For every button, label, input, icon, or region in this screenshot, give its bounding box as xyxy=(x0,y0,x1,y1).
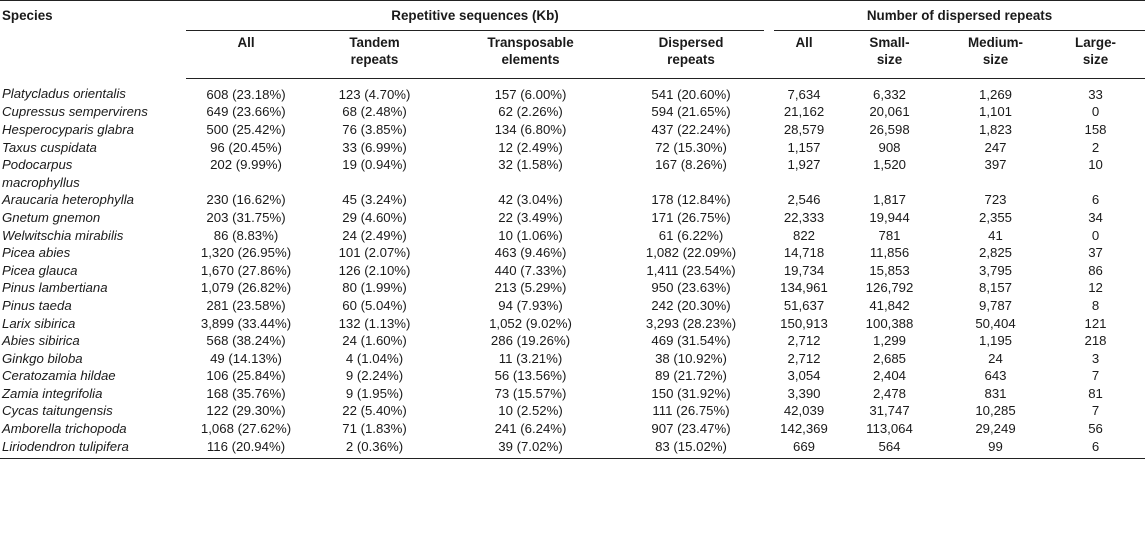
value-cell: 2,825 xyxy=(978,245,1012,261)
species-cell: Zamia integrifolia xyxy=(2,385,103,401)
rs-all-header xyxy=(186,30,306,78)
value-cell: 15,853 xyxy=(869,262,910,278)
value-cell: 247 xyxy=(984,139,1007,155)
species-cell: Platycladus orientalis xyxy=(2,86,126,102)
table-row xyxy=(0,402,1145,420)
value-cell: 32 (1.58%) xyxy=(498,157,563,173)
value-cell: 541 (20.60%) xyxy=(651,86,731,102)
value-cell: 950 (23.63%) xyxy=(651,280,731,296)
value-cell: 96 (20.45%) xyxy=(210,139,282,155)
value-cell: 6,332 xyxy=(872,86,906,102)
value-cell: 8,157 xyxy=(978,280,1012,296)
value-cell: 33 xyxy=(1088,86,1103,102)
sub-header-line: repeats xyxy=(667,52,715,68)
value-cell: 20,061 xyxy=(869,104,910,120)
value-cell: 669 xyxy=(774,438,834,459)
value-cell: 10 (2.52%) xyxy=(498,403,563,419)
value-cell: 158 xyxy=(1084,121,1107,137)
value-cell: 1,269 xyxy=(978,86,1012,102)
value-cell: 28,579 xyxy=(783,121,825,137)
value-cell: 218 xyxy=(1084,333,1107,349)
table-row xyxy=(0,438,1145,459)
species-cell: Ceratozamia hildae xyxy=(2,368,116,384)
value-cell: 171 (26.75%) xyxy=(651,209,731,225)
species-column-header: Species xyxy=(0,1,186,79)
value-cell: 2,478 xyxy=(872,385,906,401)
value-cell: 469 (31.54%) xyxy=(651,333,731,349)
value-cell: 2,685 xyxy=(872,350,906,366)
value-cell: 73 (15.57%) xyxy=(494,385,567,401)
sub-header-line: size xyxy=(876,52,903,68)
value-cell: 11 (3.21%) xyxy=(498,350,563,366)
sub-header-line: size xyxy=(982,52,1009,68)
value-cell: 7,634 xyxy=(787,86,821,102)
value-cell: 121 xyxy=(1084,315,1107,331)
value-cell: 168 (35.76%) xyxy=(206,385,286,401)
value-cell: 831 xyxy=(984,385,1007,401)
value-cell: 3,054 xyxy=(787,368,821,384)
value-cell: 113,064 xyxy=(866,421,913,437)
value-cell: 10,285 xyxy=(975,403,1016,419)
value-cell: 126 (2.10%) xyxy=(338,262,411,278)
value-cell: 1,079 (26.82%) xyxy=(200,280,292,296)
transposable-elements-header xyxy=(443,30,618,78)
species-cell: Hesperocyparis glabra xyxy=(2,121,134,137)
table-row xyxy=(0,209,1145,227)
large-size-header xyxy=(1046,30,1145,78)
value-cell: 19,734 xyxy=(783,262,825,278)
value-cell: 230 (16.62%) xyxy=(206,192,286,208)
value-cell: 3,293 (28.23%) xyxy=(645,315,737,331)
value-cell: 50,404 xyxy=(975,315,1016,331)
value-cell: 19,944 xyxy=(869,209,910,225)
sub-header-line: Small- xyxy=(869,34,910,50)
value-cell: 94 (7.93%) xyxy=(498,297,563,313)
value-cell: 594 (21.65%) xyxy=(651,104,731,120)
value-cell: 7 xyxy=(1091,368,1100,384)
value-cell: 1,101 xyxy=(978,104,1012,120)
species-cell: Picea glauca xyxy=(2,262,78,278)
value-cell: 22 (5.40%) xyxy=(342,403,407,419)
species-cell: Liriodendron tulipifera xyxy=(0,438,186,459)
species-cell: Welwitschia mirabilis xyxy=(2,227,124,243)
value-cell: 167 (8.26%) xyxy=(655,157,727,173)
table-header xyxy=(0,1,1145,79)
value-cell: 9 (2.24%) xyxy=(345,368,404,384)
value-cell: 643 xyxy=(984,368,1007,384)
value-cell: 61 (6.22%) xyxy=(658,227,724,243)
value-cell: 150,913 xyxy=(780,315,828,331)
sub-header-line: elements xyxy=(501,52,560,68)
value-cell: 7 xyxy=(1091,403,1100,419)
sub-header-line: Dispersed xyxy=(658,34,724,50)
value-cell: 31,747 xyxy=(869,403,910,419)
species-cell: Pinus taeda xyxy=(2,297,72,313)
value-cell: 38 (10.92%) xyxy=(655,350,727,366)
value-cell: 19 (0.94%) xyxy=(342,157,407,173)
value-cell: 80 (1.99%) xyxy=(342,280,407,296)
value-cell: 10 xyxy=(1088,157,1103,173)
value-cell: 9 (1.95%) xyxy=(345,385,404,401)
value-cell: 907 (23.47%) xyxy=(651,421,731,437)
table-row xyxy=(0,332,1145,350)
value-cell: 24 (2.49%) xyxy=(342,227,407,243)
table-row xyxy=(0,191,1145,209)
value-cell: 1,082 (22.09%) xyxy=(645,245,737,261)
value-cell: 3,899 (33.44%) xyxy=(200,315,292,331)
value-cell: 22 (3.49%) xyxy=(498,209,563,225)
sub-header-line: Transposable xyxy=(487,34,574,50)
value-cell: 76 (3.85%) xyxy=(342,121,407,137)
value-cell: 4 (1.04%) xyxy=(345,350,404,366)
value-cell: 157 (6.00%) xyxy=(494,86,567,102)
value-cell: 132 (1.13%) xyxy=(338,315,411,331)
value-cell: 42 (3.04%) xyxy=(498,192,563,208)
value-cell: 45 (3.24%) xyxy=(342,192,407,208)
sub-header-line: Large- xyxy=(1075,34,1116,50)
table-row xyxy=(0,367,1145,385)
value-cell: 86 xyxy=(1088,262,1103,278)
value-cell: 24 xyxy=(988,350,1003,366)
value-cell: 101 (2.07%) xyxy=(338,245,411,261)
value-cell: 116 (20.94%) xyxy=(186,438,306,459)
value-cell: 99 xyxy=(945,438,1046,459)
value-cell: 10 (1.06%) xyxy=(498,227,563,243)
table-row xyxy=(0,227,1145,245)
value-cell: 81 xyxy=(1088,385,1103,401)
species-cell: Amborella trichopoda xyxy=(2,421,127,437)
value-cell: 12 (2.49%) xyxy=(498,139,563,155)
value-cell: 14,718 xyxy=(783,245,825,261)
value-cell: 2,404 xyxy=(872,368,906,384)
value-cell: 2,546 xyxy=(787,192,821,208)
dr-all-header xyxy=(774,30,834,78)
value-cell: 100,388 xyxy=(865,315,914,331)
sub-header-line: size xyxy=(1082,52,1109,68)
value-cell: 723 xyxy=(984,192,1007,208)
table-row xyxy=(0,350,1145,368)
value-cell: 41,842 xyxy=(869,297,910,313)
table-body xyxy=(0,78,1145,458)
value-cell: 41 xyxy=(988,227,1003,243)
value-cell: 86 (8.83%) xyxy=(213,227,279,243)
value-cell: 1,817 xyxy=(872,192,906,208)
value-cell: 56 xyxy=(1088,421,1103,437)
table-row xyxy=(0,385,1145,403)
value-cell: 142,369 xyxy=(780,421,828,437)
medium-size-header xyxy=(945,30,1046,78)
value-cell: 150 (31.92%) xyxy=(651,385,731,401)
value-cell: 49 (14.13%) xyxy=(210,350,282,366)
value-cell: 1,670 (27.86%) xyxy=(200,262,292,278)
value-cell: 89 (21.72%) xyxy=(655,368,727,384)
value-cell: 123 (4.70%) xyxy=(338,86,411,102)
value-cell: 608 (23.18%) xyxy=(206,86,286,102)
value-cell: 2,355 xyxy=(978,209,1012,225)
value-cell: 37 xyxy=(1088,245,1103,261)
value-cell: 1,299 xyxy=(872,333,906,349)
table-row xyxy=(0,78,1145,103)
value-cell: 56 (13.56%) xyxy=(494,368,567,384)
value-cell: 781 xyxy=(878,227,901,243)
value-cell: 649 (23.66%) xyxy=(206,104,286,120)
value-cell: 34 xyxy=(1088,209,1103,225)
value-cell: 0 xyxy=(1091,104,1100,120)
value-cell: 134 (6.80%) xyxy=(494,121,567,137)
value-cell: 203 (31.75%) xyxy=(206,209,286,225)
species-cell: Pinus lambertiana xyxy=(2,280,108,296)
value-cell: 8 xyxy=(1091,297,1100,313)
value-cell: 2 (0.36%) xyxy=(306,438,443,459)
table-row xyxy=(0,297,1145,315)
value-cell: 33 (6.99%) xyxy=(342,139,407,155)
species-line: macrophyllus xyxy=(2,174,80,190)
value-cell: 29 (4.60%) xyxy=(342,209,407,225)
table-row xyxy=(0,244,1145,262)
value-cell: 568 (38.24%) xyxy=(206,333,286,349)
value-cell: 1,320 (26.95%) xyxy=(200,245,292,261)
species-line: Podocarpus xyxy=(2,157,73,173)
sub-header-line: repeats xyxy=(350,52,399,68)
value-cell: 62 (2.26%) xyxy=(498,104,563,120)
table-row xyxy=(0,156,1145,191)
species-cell xyxy=(0,156,186,191)
value-cell: 2,712 xyxy=(787,350,821,366)
value-cell: 822 xyxy=(792,227,815,243)
value-cell: 106 (25.84%) xyxy=(206,368,286,384)
species-cell: Taxus cuspidata xyxy=(2,139,97,155)
value-cell: 1,520 xyxy=(872,157,906,173)
value-cell: 0 xyxy=(1091,227,1100,243)
value-cell: 42,039 xyxy=(783,403,825,419)
value-cell: 1,823 xyxy=(978,121,1012,137)
value-cell: 134,961 xyxy=(780,280,828,296)
value-cell: 1,068 (27.62%) xyxy=(200,421,292,437)
value-cell: 6 xyxy=(1091,192,1100,208)
value-cell: 908 xyxy=(878,139,901,155)
repetitive-sequences-header: Repetitive sequences (Kb) xyxy=(186,1,764,31)
value-cell: 2 xyxy=(1091,139,1100,155)
species-cell: Cycas taitungensis xyxy=(2,403,113,419)
value-cell: 463 (9.46%) xyxy=(494,245,567,261)
value-cell: 281 (23.58%) xyxy=(206,297,286,313)
value-cell: 1,411 (23.54%) xyxy=(646,262,736,278)
tandem-repeats-header xyxy=(306,30,443,78)
species-cell: Ginkgo biloba xyxy=(2,350,83,366)
value-cell: 9,787 xyxy=(978,297,1012,313)
species-cell: Larix sibirica xyxy=(2,315,76,331)
value-cell: 564 xyxy=(834,438,945,459)
value-cell: 437 (22.24%) xyxy=(651,121,731,137)
value-cell: 71 (1.83%) xyxy=(342,421,407,437)
table-row xyxy=(0,121,1145,139)
value-cell: 11,856 xyxy=(869,245,910,261)
value-cell: 1,927 xyxy=(787,157,821,173)
value-cell: 500 (25.42%) xyxy=(206,121,286,137)
value-cell: 29,249 xyxy=(975,421,1016,437)
value-cell: 12 xyxy=(1088,280,1103,296)
sub-header-line: Tandem xyxy=(349,34,400,50)
table-row xyxy=(0,420,1145,438)
value-cell: 3 xyxy=(1091,350,1100,366)
species-cell: Cupressus sempervirens xyxy=(2,104,148,120)
value-cell: 122 (29.30%) xyxy=(206,403,286,419)
value-cell: 1,052 (9.02%) xyxy=(489,315,572,331)
species-cell: Araucaria heterophylla xyxy=(2,192,134,208)
value-cell: 3,795 xyxy=(978,262,1012,278)
value-cell: 51,637 xyxy=(783,297,825,313)
value-cell: 22,333 xyxy=(783,209,825,225)
value-cell: 2,712 xyxy=(787,333,821,349)
value-cell: 241 (6.24%) xyxy=(494,421,567,437)
value-cell: 24 (1.60%) xyxy=(342,333,407,349)
table-row xyxy=(0,279,1145,297)
value-cell: 1,195 xyxy=(978,333,1012,349)
table-row xyxy=(0,139,1145,157)
value-cell: 126,792 xyxy=(865,280,914,296)
value-cell: 72 (15.30%) xyxy=(655,139,727,155)
table-row xyxy=(0,315,1145,333)
value-cell: 3,390 xyxy=(787,385,821,401)
sub-header-line: All xyxy=(795,34,813,50)
value-cell: 21,162 xyxy=(783,104,825,120)
value-cell: 60 (5.04%) xyxy=(342,297,407,313)
small-size-header xyxy=(834,30,945,78)
value-cell: 213 (5.29%) xyxy=(494,280,567,296)
sub-header-line: Medium- xyxy=(967,34,1024,50)
species-cell: Picea abies xyxy=(2,245,71,261)
value-cell: 242 (20.30%) xyxy=(651,297,731,313)
value-cell: 440 (7.33%) xyxy=(494,262,567,278)
value-cell: 26,598 xyxy=(869,121,910,137)
value-cell: 286 (19.26%) xyxy=(490,333,571,349)
dispersed-repeats-header xyxy=(618,30,764,78)
value-cell: 68 (2.48%) xyxy=(342,104,407,120)
sub-header-line: All xyxy=(237,34,255,50)
species-cell: Gnetum gnemon xyxy=(2,209,101,225)
value-cell: 39 (7.02%) xyxy=(443,438,618,459)
value-cell: 1,157 xyxy=(787,139,821,155)
value-cell: 83 (15.02%) xyxy=(618,438,764,459)
table-row xyxy=(0,103,1145,121)
value-cell: 202 (9.99%) xyxy=(210,157,282,173)
dispersed-repeats-count-header: Number of dispersed repeats xyxy=(774,1,1145,31)
value-cell: 397 xyxy=(984,157,1007,173)
value-cell: 111 (26.75%) xyxy=(652,403,730,419)
value-cell: 6 xyxy=(1046,438,1145,459)
table-row xyxy=(0,262,1145,280)
value-cell: 178 (12.84%) xyxy=(651,192,731,208)
species-cell: Abies sibirica xyxy=(2,333,80,349)
